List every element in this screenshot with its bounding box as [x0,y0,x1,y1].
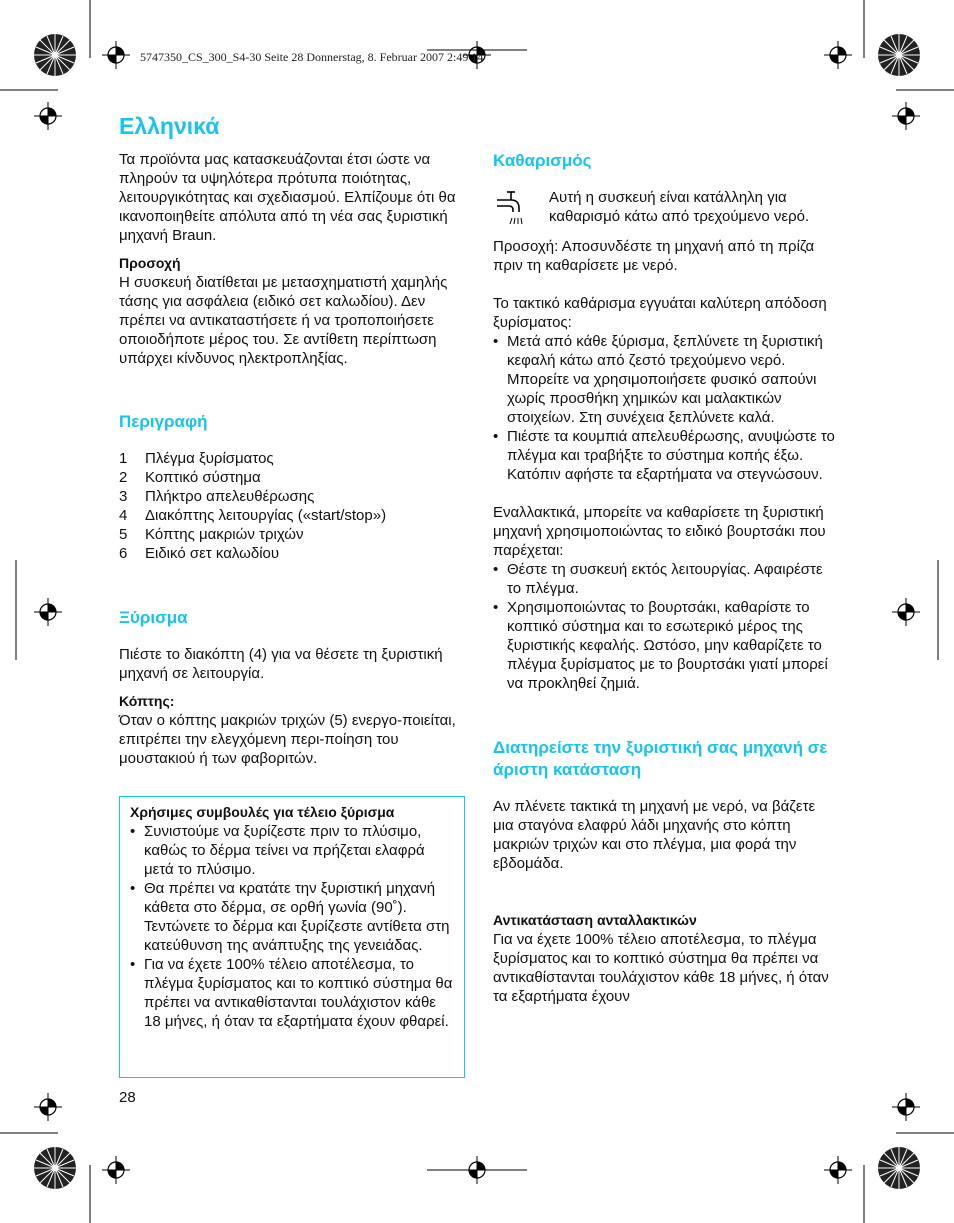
part-number: 2 [119,469,128,486]
tips-heading: Χρήσιμες συμβουλές για τέλειο ξύρισμα [130,804,395,820]
tips-list [130,822,454,1031]
part-label: Ειδικό σετ καλωδίου [145,545,280,562]
list-item: • Συνιστούμε να ξυρίζεστε πριν το πλύσιμο, καθώς το δέρμα τείνει να πρήζεται ελαφρά μετά το πλύσιμο. [130,822,454,879]
print-slug: 5747350_CS_300_S4-30 Seite 28 Donnerstag, 8. Februar 2007 2:49 14 [140,50,484,64]
page-number: 28 [119,1089,136,1106]
caution-heading: Προσοχή [119,255,181,271]
part-label: Κοπτικό σύστημα [145,469,261,486]
list-item [119,468,463,487]
page-title: Ελληνικά [119,113,220,139]
list-item [119,506,463,525]
shaving-text: Πιέστε το διακόπτη (4) για να θέσετε τη ξυριστική μηχανή σε λειτουργία. [119,646,443,682]
intro-paragraph: Τα προϊόντα μας κατασκευάζονται έτσι ώστε να πληρούν τα υψηλότερα πρότυπα ποιότητας, λειτουργικότητας και σχεδιασμού. Ελπίζουμε ότι θα ικανοποιηθείτε απόλυτα από τη νέα σας ξυριστική μηχανή Braun. [119,151,456,244]
part-label: Πλήκτρο απελευθέρωσης [145,488,315,505]
part-number: 6 [119,545,128,562]
regular-cleaning-text: Το τακτικό καθάρισμα εγγυάται καλύτερη απόδοση ξυρίσματος: [493,295,827,331]
brush-steps-list [493,560,837,693]
maintain-text: Αν πλένετε τακτικά τη μηχανή με νερό, να βάζετε μια σταγόνα ελαφρύ λάδι μηχανής στο κόπτη μακριών τριχών και στο πλέγμα, μια φορά την εβδομάδα. [493,798,816,872]
cleaning-steps-list [493,332,837,484]
parts-list [119,449,463,563]
part-number: 5 [119,526,128,543]
part-label: Κόπτης μακριών τριχών [145,526,304,543]
water-tap-icon [493,188,549,237]
list-item: • Θα πρέπει να κρατάτε την ξυριστική μηχανή κάθετα στο δέρμα, σε ορθή γωνία (90˚). Τεντώνετε το δέρμα και ξυρίζεστε αντίθετα στη κατεύθυνση της ανάπτυξης της γενειάδας. [130,879,454,955]
list-item [119,525,463,544]
right-column [493,150,837,1006]
trimmer-text: Όταν ο κόπτης μακριών τριχών (5) ενεργο-ποιείται, επιτρέπει την ελεγχόμενη περι-ποίηση του μουστακιού ή των φαβοριτών. [119,712,456,767]
cleaning-intro-row [493,188,837,237]
trimmer-heading: Κόπτης: [119,693,175,709]
part-number: 3 [119,488,128,505]
list-item: • Θέστε τη συσκευή εκτός λειτουργίας. Αφαιρέστε το πλέγμα. [493,560,837,598]
replacement-text: Για να έχετε 100% τέλειο αποτέλεσμα, το πλέγμα ξυρίσματος και το κοπτικό σύστημα θα πρέπει να αντικαθίστανται τουλάχιστον κάθε 18 μήνες, ή όταν τα εξαρτήματα έχουν [493,931,829,1005]
part-number: 4 [119,507,128,524]
cleaning-heading: Καθαρισμός [493,151,592,170]
list-item [119,449,463,468]
replacement-heading: Αντικατάσταση ανταλλακτικών [493,912,697,928]
cleaning-caution: Προσοχή: Αποσυνδέστε τη μηχανή από τη πρίζα πριν τη καθαρίσετε με νερό. [493,238,815,274]
list-item [119,487,463,506]
description-heading: Περιγραφή [119,412,208,431]
left-column [119,150,463,768]
list-item [119,544,463,563]
tips-box [119,796,465,1078]
list-item: • Μετά από κάθε ξύρισμα, ξεπλύνετε τη ξυριστική κεφαλή κάτω από ζεστό τρεχούμενο νερό. Μπορείτε να χρησιμοποιήσετε φυσικό σαπούνι χωρίς προσθήκη χημικών και μαλακτικών στοιχείων. Στη συνέχεια ξεπλύνετε καλά. [493,332,837,427]
part-label: Πλέγμα ξυρίσματος [145,450,274,467]
list-item: • Για να έχετε 100% τέλειο αποτέλεσμα, το πλέγμα ξυρίσματος και το κοπτικό σύστημα θα πρέπει να αντικαθίστανται τουλάχιστον κάθε 18 μήνες, ή όταν τα εξαρτήματα έχουν φθαρεί. [130,955,454,1031]
caution-text: Η συσκευή διατίθεται με μετασχηματιστή χαμηλής τάσης για ασφάλεια (ειδικό σετ καλωδίου). Δεν πρέπει να αντικαταστήσετε ή να τροποποιήσετε οποιοδήποτε μέρος του. Σε αντίθετη περίπτωση υπάρχει κίνδυνος ηλεκτροπληξίας. [119,274,448,367]
part-number: 1 [119,450,128,467]
list-item: • Πιέστε τα κουμπιά απελευθέρωσης, ανυψώστε το πλέγμα και τραβήξτε το σύστημα κοπής έξω. Κατόπιν αφήστε τα εξαρτήματα να στεγνώσουν. [493,427,837,484]
maintain-heading: Διατηρείστε την ξυριστική σας μηχανή σε άριστη κατάσταση [493,738,828,779]
cleaning-intro: Αυτή η συσκευή είναι κατάλληλη για καθαρισμό κάτω από τρεχούμενο νερό. [549,189,810,225]
shaving-heading: Ξύρισμα [119,608,188,627]
alternative-text: Εναλλακτικά, μπορείτε να καθαρίσετε τη ξυριστική μηχανή χρησιμοποιώντας το ειδικό βουρτσάκι που παρέχεται: [493,504,826,559]
part-label: Διακόπτης λειτουργίας («start/stop») [145,507,387,524]
list-item: • Χρησιμοποιώντας το βουρτσάκι, καθαρίστε το κοπτικό σύστημα και το εσωτερικό μέρος της ξυριστικής κεφαλής. Ωστόσο, μην καθαρίζετε το πλέγμα ξυρίσματος με το βουρτσάκι γιατί μπορεί να προκληθεί ζημιά. [493,598,837,693]
